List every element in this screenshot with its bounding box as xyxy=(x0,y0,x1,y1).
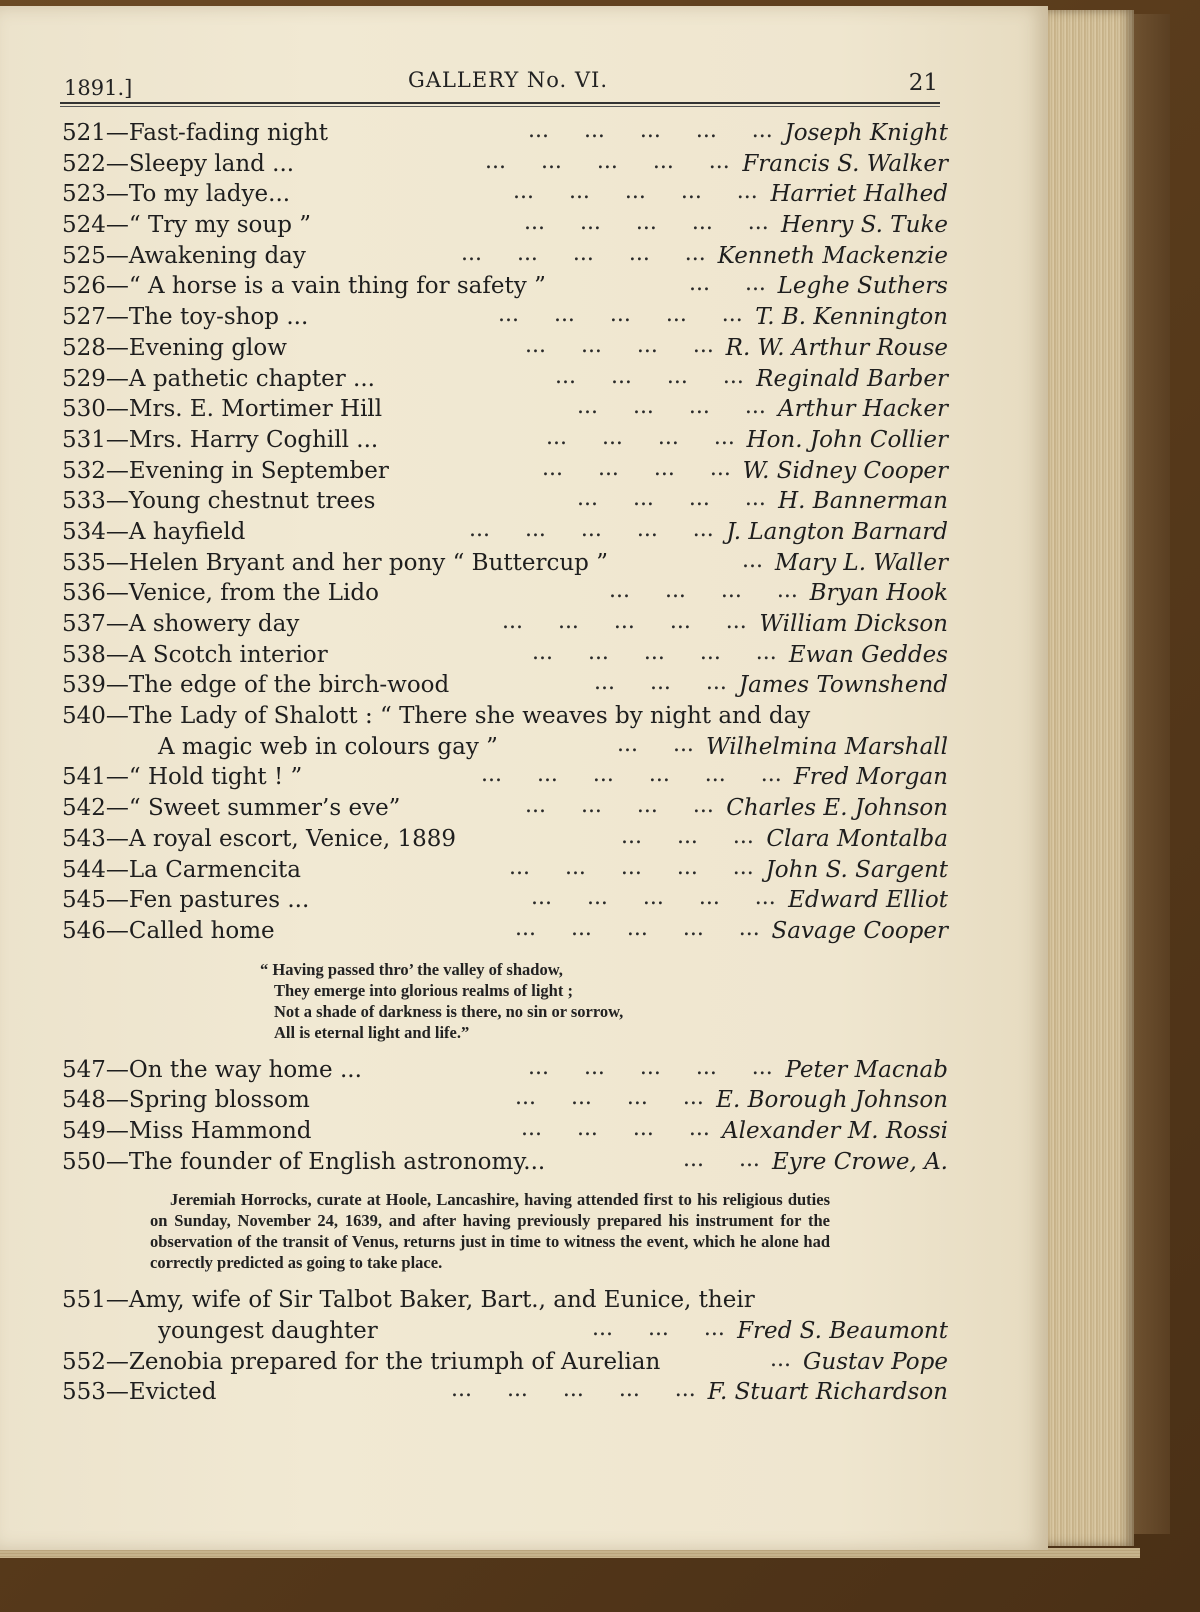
entries-list-b xyxy=(62,1054,948,1180)
dot-leader: ... ... ... ... xyxy=(515,1085,704,1111)
entry-number: 522 xyxy=(62,150,106,177)
entry-dash: — xyxy=(105,242,129,269)
entry-title: Fast-fading night xyxy=(128,120,328,146)
entry-artist: Reginald Barber xyxy=(756,365,948,392)
entry-artist: Wilhelmina Marshall xyxy=(705,733,948,760)
catalogue-entry xyxy=(62,1379,948,1410)
entry-text xyxy=(62,396,382,422)
entry-text xyxy=(62,181,290,207)
entry-dash: — xyxy=(105,795,129,822)
entry-artist: Kenneth Mackenzie xyxy=(717,242,948,269)
catalogue-entry xyxy=(62,611,948,642)
entry-title: Fen pastures ... xyxy=(128,887,310,914)
catalogue-entry xyxy=(62,887,948,918)
catalogue-entry xyxy=(62,181,948,212)
entry-number: 549 xyxy=(62,1117,106,1144)
entry-number: 531 xyxy=(62,426,106,453)
entry-dash: — xyxy=(105,1087,129,1114)
entry-title: Mrs. E. Mortimer Hill xyxy=(128,396,383,423)
catalogue-entry xyxy=(62,1146,948,1180)
catalogue-entry xyxy=(62,120,948,151)
entry-title: A royal escort, Venice, 1889 xyxy=(128,825,456,852)
entry-text xyxy=(62,1349,660,1375)
dot-leader: ... ... ... ... ... ... xyxy=(481,762,782,788)
entry-dash: — xyxy=(105,1379,129,1406)
entry-title: Evening in September xyxy=(128,457,389,484)
catalogue-entry xyxy=(62,212,948,243)
entry-title: Evicted xyxy=(128,1379,217,1406)
entry-title: The edge of the birch-wood xyxy=(128,672,450,699)
entry-dash: — xyxy=(105,212,129,239)
entry-number: 521 xyxy=(62,120,106,146)
dot-leader: ... ... ... ... ... xyxy=(509,854,754,880)
dot-leader: ... ... ... ... ... xyxy=(524,210,769,236)
header-title: GALLERY No. VI. xyxy=(408,68,609,92)
entry-text xyxy=(62,243,306,269)
header-rule xyxy=(60,102,940,104)
entry-dash: — xyxy=(105,396,129,423)
catalogue-entry xyxy=(62,703,948,734)
entry-title: Spring blossom xyxy=(128,1087,310,1114)
quote-line: Not a shade of darkness is there, no sin or sorrow, xyxy=(274,1001,624,1021)
entry-number: 546 xyxy=(62,917,106,944)
entry-title: “ A horse is a vain thing for safety ” xyxy=(128,273,546,300)
entry-text xyxy=(62,642,328,668)
entry-dash: — xyxy=(105,611,129,637)
entry-text xyxy=(62,826,456,852)
entry-text xyxy=(62,519,245,545)
catalogue-entry xyxy=(62,731,948,765)
entry-title: A magic web in colours gay ” xyxy=(158,733,498,760)
entry-text xyxy=(62,273,546,299)
entry-text xyxy=(62,764,302,790)
entry-dash: — xyxy=(105,1348,129,1375)
entry-title: Miss Hammond xyxy=(128,1117,312,1144)
entry-number: 525 xyxy=(62,242,106,269)
dot-leader: ... ... ... ... ... xyxy=(485,148,730,174)
dot-leader: ... ... ... ... xyxy=(521,1115,710,1141)
entry-text xyxy=(62,1287,755,1313)
entry-number: 544 xyxy=(62,856,106,883)
entry-number: 551 xyxy=(62,1287,106,1314)
entry-number: 528 xyxy=(62,334,106,361)
entry-number: 543 xyxy=(62,825,106,852)
dot-leader: ... ... ... xyxy=(592,1316,725,1341)
entry-title: Evening glow xyxy=(128,334,287,361)
entry-artist: Fred S. Beaumont xyxy=(737,1318,948,1344)
dot-leader: ... ... ... ... xyxy=(577,486,766,512)
catalogue-entry xyxy=(62,639,948,673)
dot-leader: ... ... ... ... ... xyxy=(528,1054,773,1080)
entry-number: 535 xyxy=(62,549,106,576)
catalogue-entry xyxy=(62,304,948,335)
dot-leader: ... ... ... xyxy=(621,823,754,849)
catalogue-entry xyxy=(62,915,948,949)
book-spine-edge xyxy=(1134,14,1170,1534)
entry-dash: — xyxy=(105,120,129,146)
entry-title: The Lady of Shalott : “ There she weaves by night and day xyxy=(128,703,811,730)
entry-text xyxy=(62,1057,362,1083)
entry-artist: Alexander M. Rossi xyxy=(721,1117,948,1144)
entry-text xyxy=(62,458,389,484)
catalogue-entry xyxy=(62,424,948,458)
entry-text xyxy=(62,703,810,729)
catalogue-entry xyxy=(62,764,948,795)
entry-number: 534 xyxy=(62,518,106,545)
entry-dash: — xyxy=(105,549,129,576)
entry-number: 540 xyxy=(62,703,106,730)
entry-artist: H. Bannerman xyxy=(778,488,948,515)
entry-number: 550 xyxy=(62,1148,106,1175)
entry-dash: — xyxy=(105,1117,129,1144)
entry-title: Mrs. Harry Coghill ... xyxy=(128,426,379,453)
entry-text xyxy=(62,550,608,576)
entry-title: A pathetic chapter ... xyxy=(128,365,375,392)
dot-leader: ... ... ... ... ... xyxy=(532,639,777,665)
entry-number: 542 xyxy=(62,795,106,822)
dot-leader: ... ... ... ... xyxy=(525,332,714,358)
entry-dash: — xyxy=(105,1056,129,1083)
dot-leader: ... ... ... ... ... xyxy=(469,516,714,542)
entry-dash: — xyxy=(105,917,129,944)
dot-leader: ... ... ... ... xyxy=(609,578,798,604)
entry-text xyxy=(62,1087,310,1113)
entry-dash: — xyxy=(105,150,129,177)
entry-artist: F. Stuart Richardson xyxy=(707,1379,948,1406)
entry-text xyxy=(62,672,449,698)
entry-text xyxy=(62,1149,545,1175)
entry-artist: James Townshend xyxy=(738,672,948,699)
entry-title: The toy-shop ... xyxy=(128,304,309,331)
entry-number: 536 xyxy=(62,580,106,607)
entry-artist: Eyre Crowe, A. xyxy=(772,1148,948,1175)
header-rule-thin xyxy=(60,106,940,107)
entry-artist: E. Borough Johnson xyxy=(716,1087,948,1114)
entry-text xyxy=(62,918,275,944)
entry-number: 529 xyxy=(62,365,106,392)
entry-text xyxy=(62,611,299,637)
entry-artist: Fred Morgan xyxy=(793,764,948,791)
entry-text xyxy=(62,427,378,453)
entry-title: Amy, wife of Sir Talbot Baker, Bart., and Eunice, their xyxy=(128,1287,755,1314)
page-edges xyxy=(1044,10,1134,1546)
entry-dash: — xyxy=(105,641,129,668)
entry-text xyxy=(62,857,301,883)
entry-text xyxy=(158,734,498,760)
dot-leader: ... ... ... ... ... xyxy=(515,915,760,941)
entry-artist: Leghe Suthers xyxy=(777,273,948,300)
entry-dash: — xyxy=(105,1287,129,1314)
catalogue-entry xyxy=(62,240,948,274)
catalogue-entry xyxy=(62,1318,948,1349)
catalogue-entry xyxy=(62,672,948,703)
entry-number: 527 xyxy=(62,304,106,331)
entry-text xyxy=(62,120,328,146)
entry-number: 524 xyxy=(62,212,106,239)
entry-number: 526 xyxy=(62,273,106,300)
catalogue-entry xyxy=(62,396,948,427)
entry-text xyxy=(62,580,379,606)
entry-artist: Gustav Pope xyxy=(803,1348,948,1375)
entry-title: A Scotch interior xyxy=(128,641,328,668)
dot-leader: ... ... ... ... ... xyxy=(502,609,747,634)
entry-dash: — xyxy=(105,703,129,730)
entry-title: Awakening day xyxy=(128,242,306,269)
dot-leader: ... ... ... ... xyxy=(555,363,744,389)
catalogue-entry xyxy=(62,1115,948,1149)
entry-dash: — xyxy=(105,672,129,699)
quote-line: All is eternal light and life.” xyxy=(274,1022,470,1042)
entry-dash: — xyxy=(105,181,129,208)
dot-leader: ... ... ... ... xyxy=(542,455,731,481)
entry-text xyxy=(62,212,311,238)
entry-artist: Bryan Hook xyxy=(809,580,948,607)
entry-artist: Savage Cooper xyxy=(771,917,948,944)
catalogue-entry xyxy=(62,488,948,519)
entry-dash: — xyxy=(105,488,129,515)
entry-title: “ Hold tight ! ” xyxy=(128,764,303,791)
entry-number: 537 xyxy=(62,611,106,637)
entry-number: 530 xyxy=(62,396,106,423)
entry-artist: Mary L. Waller xyxy=(774,549,948,576)
entry-dash: — xyxy=(105,365,129,392)
entry-artist: Arthur Hacker xyxy=(778,396,948,423)
entry-text xyxy=(62,366,375,392)
dot-leader: ... xyxy=(742,547,763,573)
dot-leader: ... ... ... ... xyxy=(577,394,766,420)
catalogue-entry xyxy=(62,516,948,550)
entry-dash: — xyxy=(105,304,129,331)
catalogue-entry xyxy=(62,795,948,826)
catalogue-entry xyxy=(62,854,948,888)
entry-dash: — xyxy=(105,1148,129,1175)
catalogue-entry xyxy=(62,547,948,581)
dot-leader: ... xyxy=(770,1346,791,1372)
catalogue-entries xyxy=(62,120,948,1410)
entry-artist: Harriet Halhed xyxy=(770,181,948,208)
entry-artist: John S. Sargent xyxy=(765,856,948,883)
dot-leader: ... ... ... ... ... xyxy=(528,118,773,143)
catalogue-entry xyxy=(62,1346,948,1380)
catalogue-entry xyxy=(62,148,948,182)
catalogue-entry xyxy=(62,823,948,857)
dot-leader: ... ... ... ... xyxy=(546,424,735,450)
entry-text xyxy=(62,151,294,177)
entry-artist: J. Langton Barnard xyxy=(726,518,948,545)
entry-number: 545 xyxy=(62,887,106,914)
dot-leader: ... ... xyxy=(683,1146,760,1172)
entry-title: The founder of English astronomy... xyxy=(128,1148,546,1175)
entry-number: 533 xyxy=(62,488,106,515)
dot-leader: ... ... xyxy=(617,731,694,757)
quote-line: “ Having passed thro’ the valley of shadow, xyxy=(260,959,563,979)
entry-dash: — xyxy=(105,887,129,914)
entry-text xyxy=(62,887,309,913)
entry-title: youngest daughter xyxy=(158,1318,378,1344)
catalogue-entry xyxy=(62,363,948,397)
entry-title: On the way home ... xyxy=(128,1056,362,1083)
entry-text xyxy=(62,1379,217,1405)
entry-title: To my ladye... xyxy=(128,181,291,208)
entry-title: Called home xyxy=(128,917,275,944)
entry-title: Young chestnut trees xyxy=(128,488,376,515)
entry-artist: Peter Macnab xyxy=(785,1056,948,1083)
dot-leader: ... ... xyxy=(689,271,766,297)
entry-artist: W. Sidney Cooper xyxy=(742,457,948,484)
entry-title: A hayfield xyxy=(128,518,246,545)
dot-leader: ... ... ... ... ... xyxy=(531,885,776,911)
catalogue-entry xyxy=(62,580,948,611)
entry-dash: — xyxy=(105,426,129,453)
entry-number: 539 xyxy=(62,672,106,699)
dot-leader: ... ... ... ... ... xyxy=(461,240,706,266)
quote-paragraph: Jeremiah Horrocks, curate at Hoole, Lancashire, having attended first to his religious duties on Sunday, November 24, 1639, and after having previously prepared his instrument for the observation of the transit of Venus, returns just in time to witness the event, which he alone had correctly predicted as going to take place. xyxy=(150,1190,830,1273)
entry-number: 538 xyxy=(62,641,106,668)
entry-dash: — xyxy=(105,273,129,300)
entry-dash: — xyxy=(105,457,129,484)
quote-550 xyxy=(62,1189,830,1273)
entry-text xyxy=(158,1318,378,1344)
entry-number: 547 xyxy=(62,1056,106,1083)
header-year: 1891.] xyxy=(64,76,133,100)
entry-title: Venice, from the Lido xyxy=(128,580,379,607)
catalogue-entry xyxy=(62,1287,948,1318)
entry-text xyxy=(62,488,375,514)
entry-dash: — xyxy=(105,580,129,607)
entry-artist: Edward Elliot xyxy=(788,887,948,914)
entry-title: Sleepy land ... xyxy=(128,150,295,177)
entry-title: La Carmencita xyxy=(128,856,301,883)
dot-leader: ... ... ... ... ... xyxy=(451,1377,696,1403)
entry-title: Zenobia prepared for the triumph of Aurelian xyxy=(128,1348,661,1375)
entry-number: 553 xyxy=(62,1379,106,1406)
entry-dash: — xyxy=(105,764,129,791)
entry-number: 541 xyxy=(62,764,106,791)
entry-artist: Francis S. Walker xyxy=(742,150,948,177)
entry-text xyxy=(62,1118,312,1144)
entry-number: 548 xyxy=(62,1087,106,1114)
entry-artist: William Dickson xyxy=(759,611,948,637)
entry-title: “ Sweet summer’s eve” xyxy=(128,795,401,822)
entry-dash: — xyxy=(105,825,129,852)
quote-line: They emerge into glorious realms of light ; xyxy=(274,980,573,1000)
dot-leader: ... ... ... ... xyxy=(525,793,714,819)
entry-text xyxy=(62,335,287,361)
entry-artist: Ewan Geddes xyxy=(788,641,948,668)
catalogue-entry xyxy=(62,1054,948,1088)
catalogue-entry xyxy=(62,455,948,489)
dot-leader: ... ... ... ... ... xyxy=(498,302,743,328)
entries-list-a xyxy=(62,120,948,949)
entry-artist: R. W. Arthur Rouse xyxy=(725,334,948,361)
entry-title: A showery day xyxy=(128,611,300,637)
dot-leader: ... ... ... xyxy=(594,670,727,696)
catalogue-entry xyxy=(62,1087,948,1118)
page-number: 21 xyxy=(908,70,938,96)
catalogue-entry xyxy=(62,332,948,366)
entry-title: “ Try my soup ” xyxy=(128,212,311,239)
dot-leader: ... ... ... ... ... xyxy=(513,179,758,205)
entry-number: 552 xyxy=(62,1348,106,1375)
entry-artist: Henry S. Tuke xyxy=(780,212,948,239)
entries-list-c xyxy=(62,1287,948,1410)
entry-artist: Clara Montalba xyxy=(766,825,948,852)
entry-artist: Joseph Knight xyxy=(784,120,948,146)
entry-number: 523 xyxy=(62,181,106,208)
entry-artist: Hon. John Collier xyxy=(746,426,948,453)
entry-title: Helen Bryant and her pony “ Buttercup ” xyxy=(128,549,608,576)
quote-546 xyxy=(62,959,948,1043)
entry-text xyxy=(62,795,400,821)
catalogue-entry xyxy=(62,273,948,304)
entry-artist: T. B. Kennington xyxy=(755,304,948,331)
page-header xyxy=(60,60,940,100)
entry-dash: — xyxy=(105,518,129,545)
entry-dash: — xyxy=(105,334,129,361)
entry-dash: — xyxy=(105,856,129,883)
entry-number: 532 xyxy=(62,457,106,484)
entry-artist: Charles E. Johnson xyxy=(726,795,948,822)
entry-text xyxy=(62,304,308,330)
